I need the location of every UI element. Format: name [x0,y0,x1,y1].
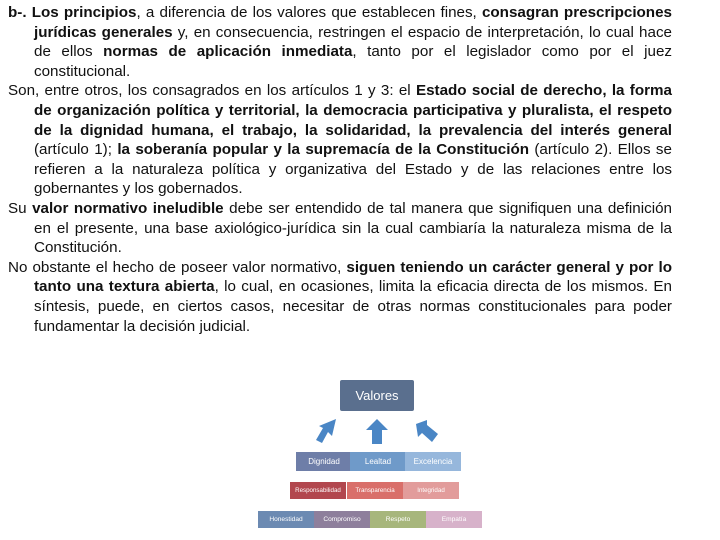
value-box-empatia: Empatía [426,511,482,528]
emphasis-text: Estado social de derecho, la forma de organización política y territorial, la democracia participativa y pluralista, el respeto de la dignidad humana, el trabajo, la solidaridad, la prevalencia del interés general [34,82,672,139]
text-span: Son, entre otros, los consagrados en los artículos 1 y 3: el [8,82,416,100]
value-box-excelencia: Excelencia [405,452,461,471]
document-body [8,3,672,336]
emphasis-text: consagran prescripciones jurídicas generales [34,4,672,41]
paragraph-principios [8,3,672,81]
text-span: (artículo 1); [34,141,118,159]
paragraph-consagrados [8,81,672,199]
text-span: , a diferencia de los valores que establecen fines, [136,4,482,21]
section-heading: b-. Los principios [8,4,137,21]
value-box-lealtad: Lealtad [350,452,406,471]
text-span: (artículo 2). Ellos se refieren a la naturaleza política y organizativa del Estado y de las relaciones entre los gobernantes y los gobernados. [34,141,672,198]
value-box-integridad: Integridad [403,482,459,499]
text-span: Su [8,199,33,217]
text-span: y, en consecuencia, restringen el espacio de interpretación, lo cual hace de ellos [34,23,672,61]
text-span: debe ser entendido de tal manera que signifiquen una definición en el presente, una base axiológico-jurídica sin la cual cambiaría la naturaleza misma de la Constitución. [34,199,672,257]
value-box-dignidad: Dignidad [296,452,352,471]
arrow-up-icon [363,417,391,445]
paragraph-no-obstante [8,258,672,336]
emphasis-text: normas de aplicación inmediata [103,43,353,61]
value-box-transparencia: Transparencia [347,482,403,499]
diagram-title-box: Valores [340,380,414,411]
value-box-respeto: Respeto [370,511,426,528]
text-span: , tanto por el legislador como por el juez constitucional. [34,43,672,80]
paragraph-valor-normativo [8,199,672,258]
value-box-honestidad: Honestidad [258,511,314,528]
value-box-responsabilidad: Responsabilidad [290,482,346,499]
arrow-right-icon [412,418,440,446]
emphasis-text: valor normativo ineludible [32,199,224,217]
value-box-compromiso: Compromiso [314,511,370,528]
emphasis-text: la soberanía popular y la supremacía de la Constitución [117,141,529,159]
emphasis-text: siguen teniendo un carácter general y por lo tanto una textura abierta [34,258,672,296]
text-span: No obstante el hecho de poseer valor normativo, [8,258,347,276]
text-span: , lo cual, en ocasiones, limita la eficacia directa de los mismos. En síntesis, puede, en ciertos casos, necesitar de otras normas constitucionales para poder fundamentar la decisión judicial. [34,278,672,335]
arrow-left-icon [314,416,342,444]
